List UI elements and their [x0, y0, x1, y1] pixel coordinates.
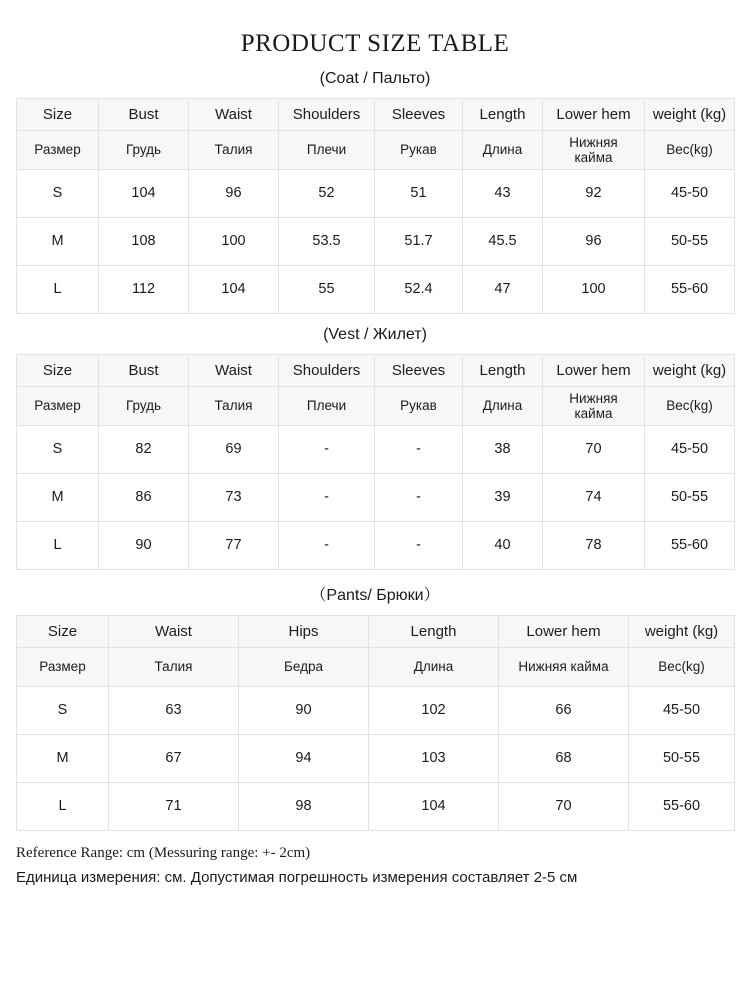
cell-value: 50-55 [629, 735, 735, 783]
cell-value: 55 [279, 266, 375, 314]
header-row-en [17, 616, 735, 648]
cell-value: 77 [189, 522, 279, 570]
cell-value: - [375, 522, 463, 570]
cell-value: 94 [239, 735, 369, 783]
cell-value: 74 [543, 474, 645, 522]
cell-value: 104 [189, 266, 279, 314]
column-header-ru: Нижняя кайма [543, 387, 645, 426]
page-title: PRODUCT SIZE TABLE [240, 30, 510, 57]
column-header: Waist [189, 355, 279, 387]
column-header-ru: Плечи [279, 131, 375, 170]
column-header: Bust [99, 99, 189, 131]
column-header-ru: Размер [17, 387, 99, 426]
cell-value: 50-55 [645, 218, 735, 266]
cell-size: M [17, 474, 99, 522]
cell-value: - [375, 474, 463, 522]
cell-size: M [17, 218, 99, 266]
column-header: Waist [189, 99, 279, 131]
cell-size: L [17, 522, 99, 570]
size-table-pants [16, 615, 735, 831]
table-wrap-pants [0, 615, 750, 831]
column-header-ru: Грудь [99, 131, 189, 170]
column-header-ru: Бедра [239, 648, 369, 687]
header-row-en [17, 355, 735, 387]
column-header-ru: Длина [463, 131, 543, 170]
cell-value: 43 [463, 170, 543, 218]
column-header: Length [463, 99, 543, 131]
cell-value: 90 [99, 522, 189, 570]
column-header-ru: Длина [463, 387, 543, 426]
column-header: Shoulders [279, 99, 375, 131]
column-header: weight (kg) [645, 99, 735, 131]
table-wrap-coat [0, 98, 750, 314]
column-header: Lower hem [543, 355, 645, 387]
cell-value: - [279, 522, 375, 570]
column-header: Lower hem [543, 99, 645, 131]
cell-value: 98 [239, 783, 369, 831]
column-header: Sleeves [375, 355, 463, 387]
cell-value: 45-50 [645, 170, 735, 218]
cell-value: 52.4 [375, 266, 463, 314]
table-row [17, 426, 735, 474]
cell-value: 45.5 [463, 218, 543, 266]
cell-value: 68 [499, 735, 629, 783]
cell-value: 66 [499, 687, 629, 735]
cell-value: 40 [463, 522, 543, 570]
table-row [17, 218, 735, 266]
cell-value: 47 [463, 266, 543, 314]
cell-value: 55-60 [645, 522, 735, 570]
cell-size: L [17, 783, 109, 831]
column-header-ru: Размер [17, 131, 99, 170]
footer-notes [0, 845, 750, 886]
column-header: weight (kg) [629, 616, 735, 648]
header-row-ru [17, 387, 735, 426]
column-header-ru: Талия [189, 387, 279, 426]
cell-value: 63 [109, 687, 239, 735]
column-header: weight (kg) [645, 355, 735, 387]
table-row [17, 474, 735, 522]
cell-value: 103 [369, 735, 499, 783]
size-table-page [0, 30, 750, 989]
table-row [17, 170, 735, 218]
column-header-ru: Нижняя кайма [543, 131, 645, 170]
column-header: Size [17, 616, 109, 648]
cell-value: 50-55 [645, 474, 735, 522]
column-header-ru: Длина [369, 648, 499, 687]
column-header-ru: Рукав [375, 131, 463, 170]
cell-value: 53.5 [279, 218, 375, 266]
cell-value: 92 [543, 170, 645, 218]
cell-value: 70 [543, 426, 645, 474]
cell-value: 108 [99, 218, 189, 266]
table-row [17, 266, 735, 314]
column-header: Lower hem [499, 616, 629, 648]
cell-value: 45-50 [645, 426, 735, 474]
column-header: Waist [109, 616, 239, 648]
header-row-ru [17, 648, 735, 687]
cell-value: 69 [189, 426, 279, 474]
column-header-ru: Грудь [99, 387, 189, 426]
table-row [17, 522, 735, 570]
table-row [17, 735, 735, 783]
column-header: Length [369, 616, 499, 648]
section-title-vest: (Vest / Жилет) [323, 326, 427, 343]
cell-value: 100 [189, 218, 279, 266]
header-row-en [17, 99, 735, 131]
cell-value: 39 [463, 474, 543, 522]
cell-value: 104 [99, 170, 189, 218]
cell-size: L [17, 266, 99, 314]
header-row-ru [17, 131, 735, 170]
section-title-coat: (Coat / Пальто) [319, 70, 431, 87]
cell-value: - [279, 474, 375, 522]
cell-value: 67 [109, 735, 239, 783]
cell-value: 90 [239, 687, 369, 735]
cell-value: 82 [99, 426, 189, 474]
cell-value: 73 [189, 474, 279, 522]
column-header: Length [463, 355, 543, 387]
cell-value: 100 [543, 266, 645, 314]
cell-value: 70 [499, 783, 629, 831]
cell-value: 102 [369, 687, 499, 735]
size-table-coat [16, 98, 735, 314]
cell-value: - [375, 426, 463, 474]
column-header-ru: Размер [17, 648, 109, 687]
cell-value: 86 [99, 474, 189, 522]
size-table-vest [16, 354, 735, 570]
cell-value: 96 [189, 170, 279, 218]
cell-value: - [279, 426, 375, 474]
table-row [17, 783, 735, 831]
column-header-ru: Нижняя кайма [499, 648, 629, 687]
cell-value: 38 [463, 426, 543, 474]
column-header: Size [17, 355, 99, 387]
cell-value: 112 [99, 266, 189, 314]
column-header-ru: Вес(kg) [645, 131, 735, 170]
reference-range-en: Reference Range: cm (Messuring range: +- 2cm) [16, 845, 311, 861]
column-header: Bust [99, 355, 189, 387]
cell-value: 51 [375, 170, 463, 218]
cell-size: S [17, 426, 99, 474]
column-header-ru: Вес(kg) [645, 387, 735, 426]
cell-value: 45-50 [629, 687, 735, 735]
column-header: Shoulders [279, 355, 375, 387]
cell-value: 52 [279, 170, 375, 218]
column-header: Sleeves [375, 99, 463, 131]
column-header-ru: Вес(kg) [629, 648, 735, 687]
column-header-ru: Талия [109, 648, 239, 687]
cell-size: M [17, 735, 109, 783]
column-header-ru: Талия [189, 131, 279, 170]
cell-value: 71 [109, 783, 239, 831]
cell-value: 55-60 [629, 783, 735, 831]
cell-size: S [17, 687, 109, 735]
table-row [17, 687, 735, 735]
table-wrap-vest [0, 354, 750, 570]
cell-value: 51.7 [375, 218, 463, 266]
cell-size: S [17, 170, 99, 218]
cell-value: 96 [543, 218, 645, 266]
reference-range-ru: Единица измерения: см. Допустимая погрешность измерения составляет 2-5 см [16, 869, 578, 886]
column-header-ru: Рукав [375, 387, 463, 426]
column-header: Hips [239, 616, 369, 648]
cell-value: 55-60 [645, 266, 735, 314]
cell-value: 78 [543, 522, 645, 570]
column-header: Size [17, 99, 99, 131]
column-header-ru: Плечи [279, 387, 375, 426]
section-title-pants: （Pants/ Брюки） [310, 587, 440, 604]
cell-value: 104 [369, 783, 499, 831]
